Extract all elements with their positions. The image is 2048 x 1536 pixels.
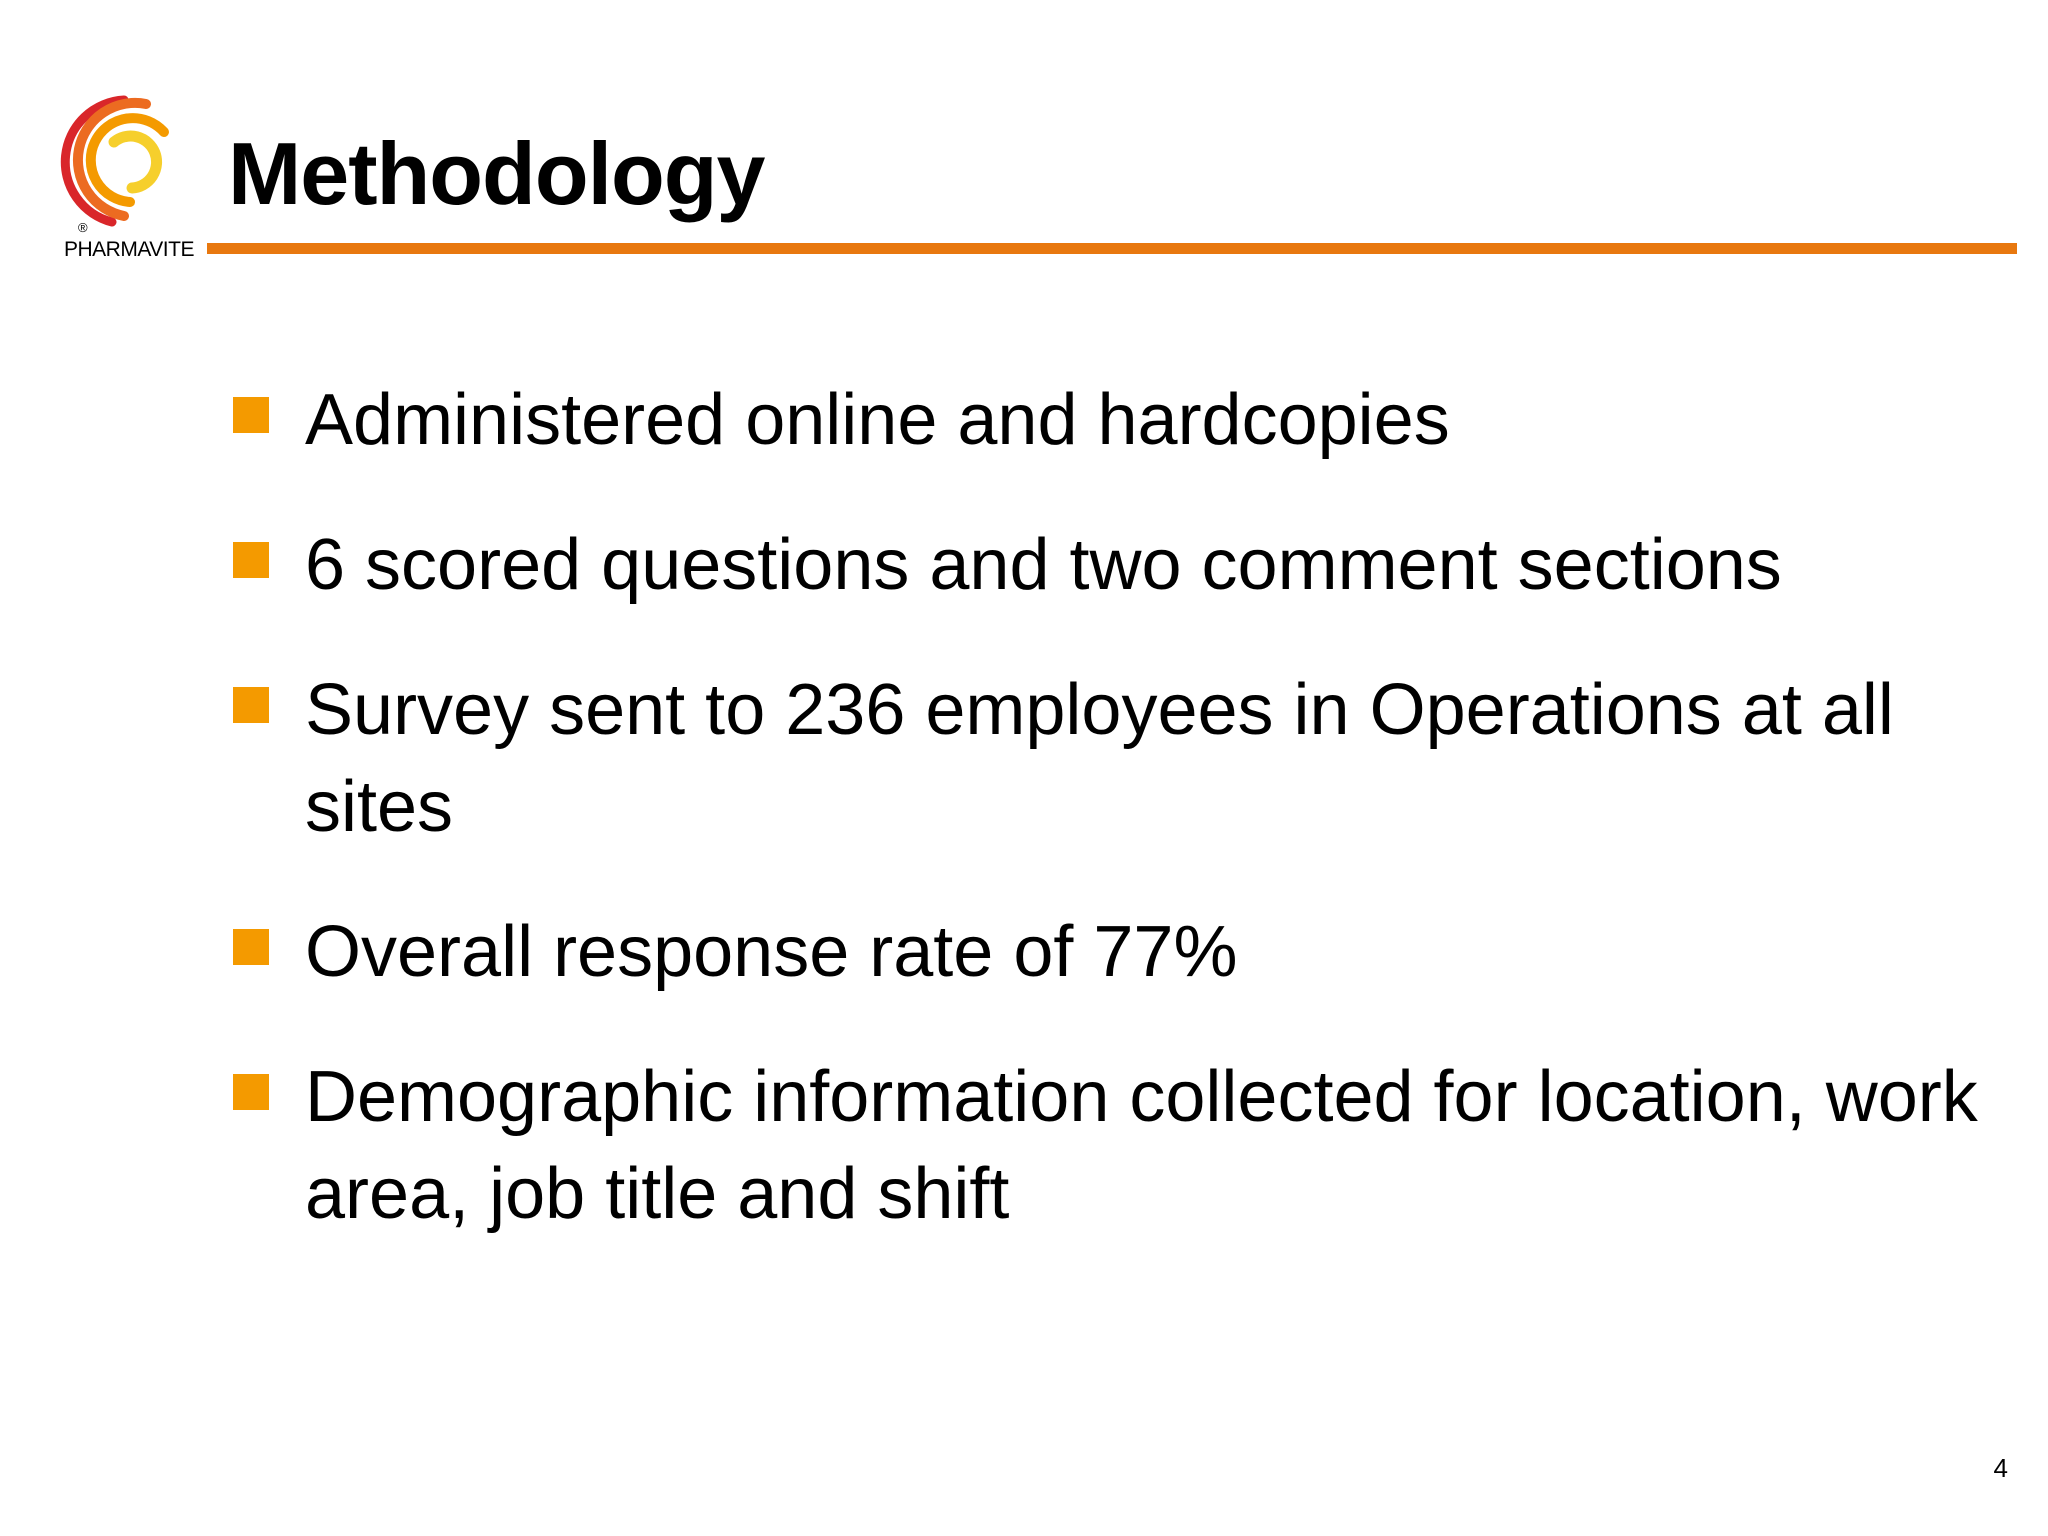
bullet-item: [233, 662, 2013, 856]
pharmavite-logo: [54, 92, 194, 262]
square-bullet-icon: [233, 687, 269, 723]
bullet-text: 6 scored questions and two comment sections: [305, 525, 1782, 605]
page-number: 4: [1993, 1453, 2008, 1483]
logo-wordmark: PHARMAVITE: [64, 238, 194, 261]
bullet-item: [233, 372, 2013, 469]
square-bullet-icon: [233, 397, 269, 433]
bullet-list: [233, 372, 2013, 1291]
registered-mark: ®: [78, 220, 88, 235]
square-bullet-icon: [233, 929, 269, 965]
bullet-text: Demographic information collected for location, work area, job title and shift: [305, 1057, 1978, 1234]
slide-title: Methodology: [228, 124, 765, 223]
title-underline: [207, 243, 2017, 254]
bullet-item: [233, 1049, 2013, 1243]
bullet-text: Administered online and hardcopies: [305, 380, 1450, 460]
bullet-item: [233, 517, 2013, 614]
pharmavite-logo-mark: [54, 92, 194, 232]
bullet-text: Overall response rate of 77%: [305, 912, 1238, 992]
bullet-text: Survey sent to 236 employees in Operations at all sites: [305, 670, 1894, 847]
bullet-item: [233, 904, 2013, 1001]
square-bullet-icon: [233, 542, 269, 578]
square-bullet-icon: [233, 1074, 269, 1110]
